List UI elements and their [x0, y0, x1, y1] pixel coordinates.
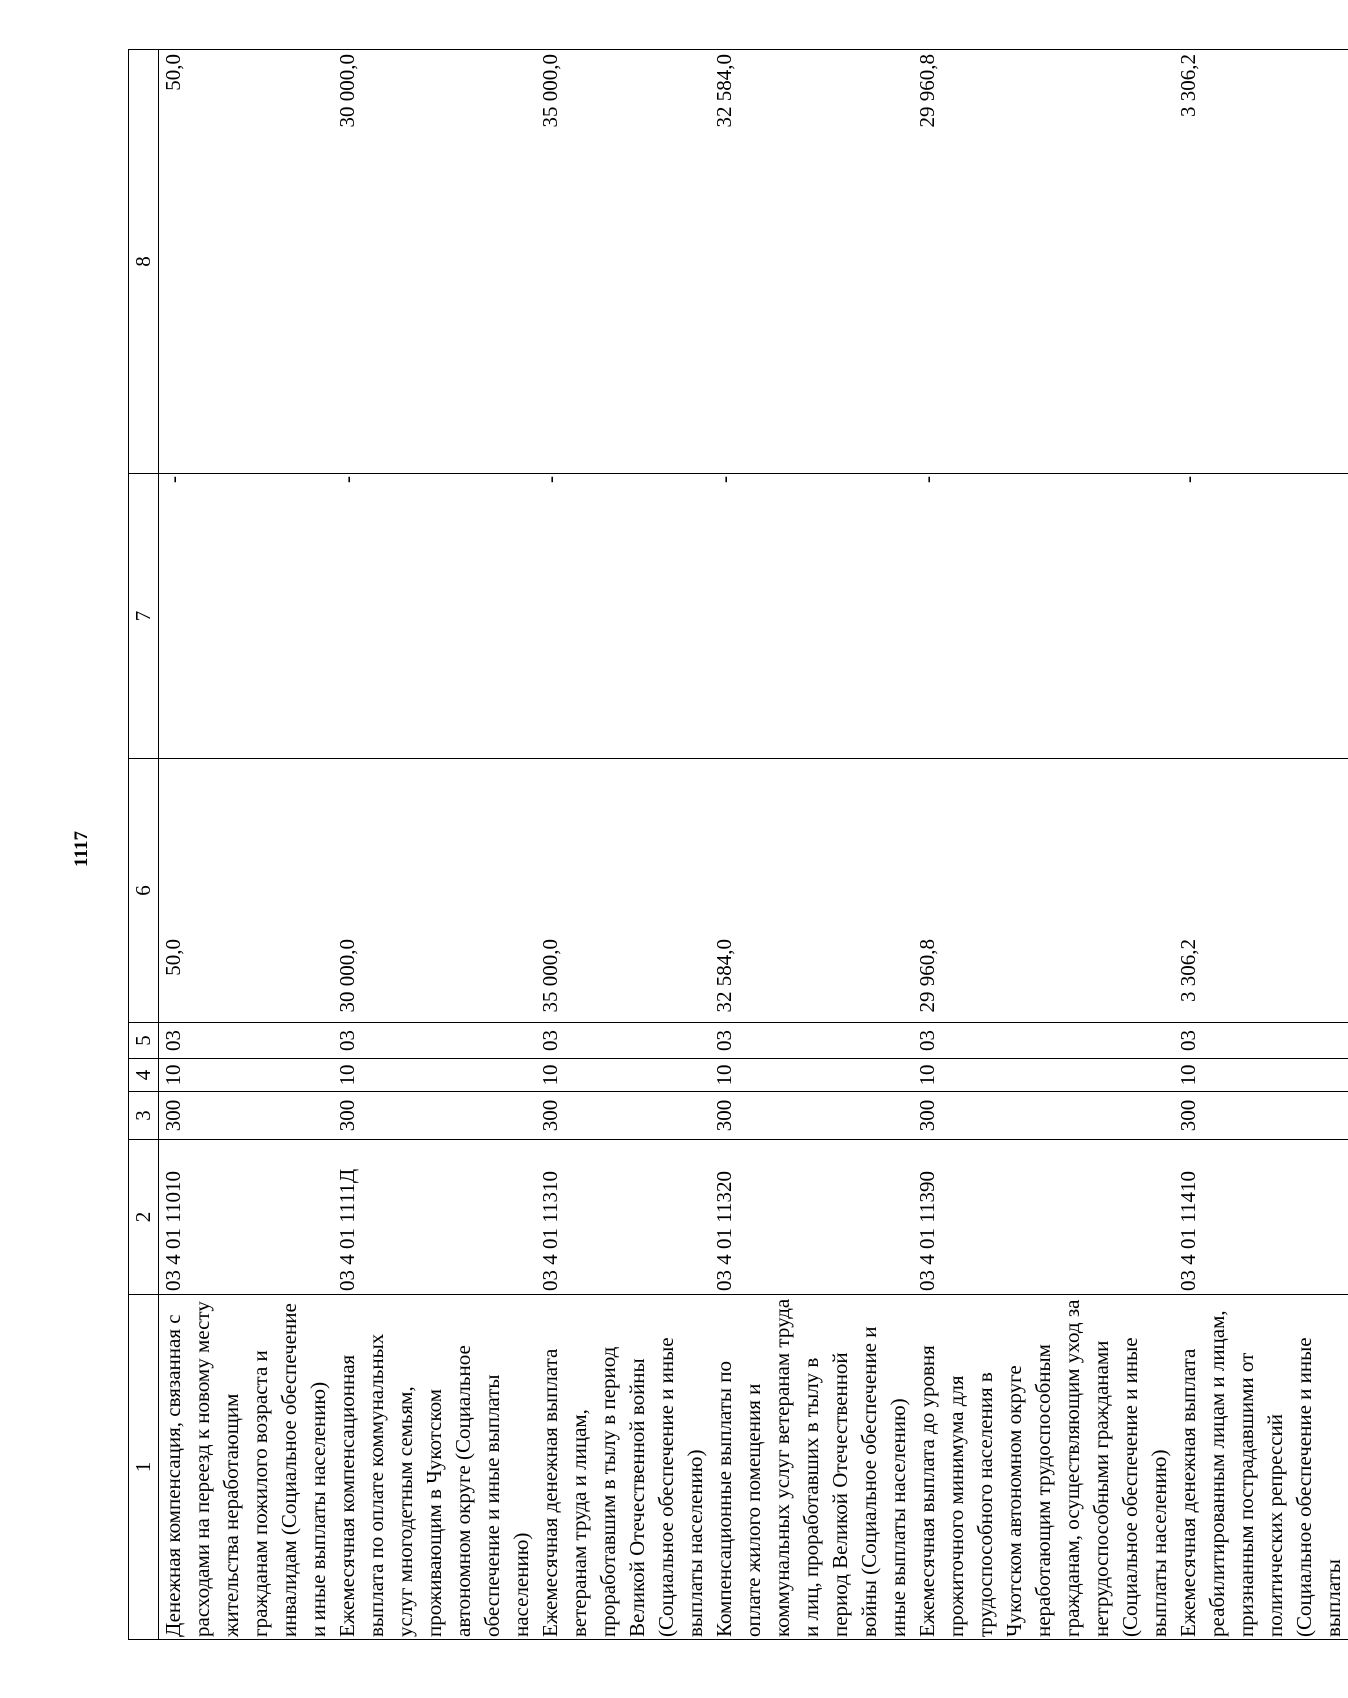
amount-col7-cell: -	[913, 474, 1174, 759]
amount-col6-cell: 35 000,0	[536, 759, 710, 1023]
table-header	[129, 50, 159, 1640]
header-cell-5: 5	[129, 1023, 159, 1059]
expense-name-cell: Компенсационные выплаты по оплате жилого помещения и коммунальных услуг ветеранам труда и лиц, проработавших в тылу в период Великой Отечественной войны (Социальное обеспечение и иные выплаты населению)	[710, 1295, 913, 1640]
header-cell-3: 3	[129, 1092, 159, 1140]
table-row	[536, 50, 710, 1640]
section-cell: 10	[710, 1059, 913, 1092]
subsection-cell: 03	[333, 1023, 536, 1059]
expense-name-cell: Ежемесячная компенсационная выплата по оплате коммунальных услуг многодетным семьям, проживающим в Чукотском автономном округе (Социальное обеспечение и иные выплаты населению)	[333, 1295, 536, 1640]
amount-col8-cell: 35 000,0	[536, 50, 710, 474]
section-cell: 10	[913, 1059, 1174, 1092]
target-code-cell: 03 4 01 11310	[536, 1140, 710, 1295]
header-cell-1: 1	[129, 1295, 159, 1640]
amount-col7-cell: -	[1174, 474, 1348, 759]
target-code-cell: 03 4 01 11410	[1174, 1140, 1348, 1295]
subsection-cell: 03	[1174, 1023, 1348, 1059]
header-row	[129, 50, 159, 1640]
amount-col6-cell: 50,0	[159, 759, 334, 1023]
subsection-cell: 03	[710, 1023, 913, 1059]
header-cell-6: 6	[129, 759, 159, 1023]
expense-type-cell: 300	[913, 1092, 1174, 1140]
table-row	[913, 50, 1174, 1640]
expense-name-cell: Денежная компенсация, связанная с расходами на переезд к новому месту жительства неработающим гражданам пожилого возраста и инвалидам (Социальное обеспечение и иные выплаты населению)	[159, 1295, 334, 1640]
section-cell: 10	[536, 1059, 710, 1092]
amount-col7-cell: -	[536, 474, 710, 759]
expense-name-cell: Ежемесячная денежная выплата ветеранам труда и лицам, проработавшим в тылу в период Великой Отечественной войны (Социальное обеспечение и иные выплаты населению)	[536, 1295, 710, 1640]
target-code-cell: 03 4 01 1111Д	[333, 1140, 536, 1295]
table-row	[333, 50, 536, 1640]
expense-name-cell: Ежемесячная денежная выплата реабилитированным лицам и лицам, признанным пострадавшими от политических репрессий (Социальное обеспечение и иные выплаты	[1174, 1295, 1348, 1640]
budget-table-container	[128, 50, 1345, 1640]
amount-col6-cell: 3 306,2	[1174, 759, 1348, 1023]
section-cell: 10	[333, 1059, 536, 1092]
amount-col8-cell: 32 584,0	[710, 50, 913, 474]
amount-col8-cell: 29 960,8	[913, 50, 1174, 474]
section-cell: 10	[1174, 1059, 1348, 1092]
subsection-cell: 03	[536, 1023, 710, 1059]
header-cell-2: 2	[129, 1140, 159, 1295]
table-row	[159, 50, 334, 1640]
expense-type-cell: 300	[536, 1092, 710, 1140]
expense-type-cell: 300	[1174, 1092, 1348, 1140]
amount-col7-cell: -	[159, 474, 334, 759]
header-cell-7: 7	[129, 474, 159, 759]
amount-col8-cell: 50,0	[159, 50, 334, 474]
subsection-cell: 03	[159, 1023, 334, 1059]
amount-col7-cell: -	[333, 474, 536, 759]
page-number: 1117	[71, 831, 92, 867]
amount-col7-cell: -	[710, 474, 913, 759]
amount-col6-cell: 30 000,0	[333, 759, 536, 1023]
expense-name-cell: Ежемесячная выплата до уровня прожиточного минимума для трудоспособного населения в Чукотском автономном округе неработающим трудоспособным гражданам, осуществляющим уход за нетрудоспособными гражданами (Социальное обеспечение и иные выплаты населению)	[913, 1295, 1174, 1640]
header-cell-4: 4	[129, 1059, 159, 1092]
expense-type-cell: 300	[159, 1092, 334, 1140]
section-cell: 10	[159, 1059, 334, 1092]
target-code-cell: 03 4 01 11390	[913, 1140, 1174, 1295]
amount-col8-cell: 30 000,0	[333, 50, 536, 474]
amount-col6-cell: 29 960,8	[913, 759, 1174, 1023]
table-body	[159, 50, 1348, 1640]
amount-col8-cell: 3 306,2	[1174, 50, 1348, 474]
budget-table	[128, 49, 1348, 1640]
target-code-cell: 03 4 01 11320	[710, 1140, 913, 1295]
expense-type-cell: 300	[710, 1092, 913, 1140]
expense-type-cell: 300	[333, 1092, 536, 1140]
target-code-cell: 03 4 01 11010	[159, 1140, 334, 1295]
header-cell-8: 8	[129, 50, 159, 474]
subsection-cell: 03	[913, 1023, 1174, 1059]
amount-col6-cell: 32 584,0	[710, 759, 913, 1023]
table-row	[1174, 50, 1348, 1640]
table-row	[710, 50, 913, 1640]
